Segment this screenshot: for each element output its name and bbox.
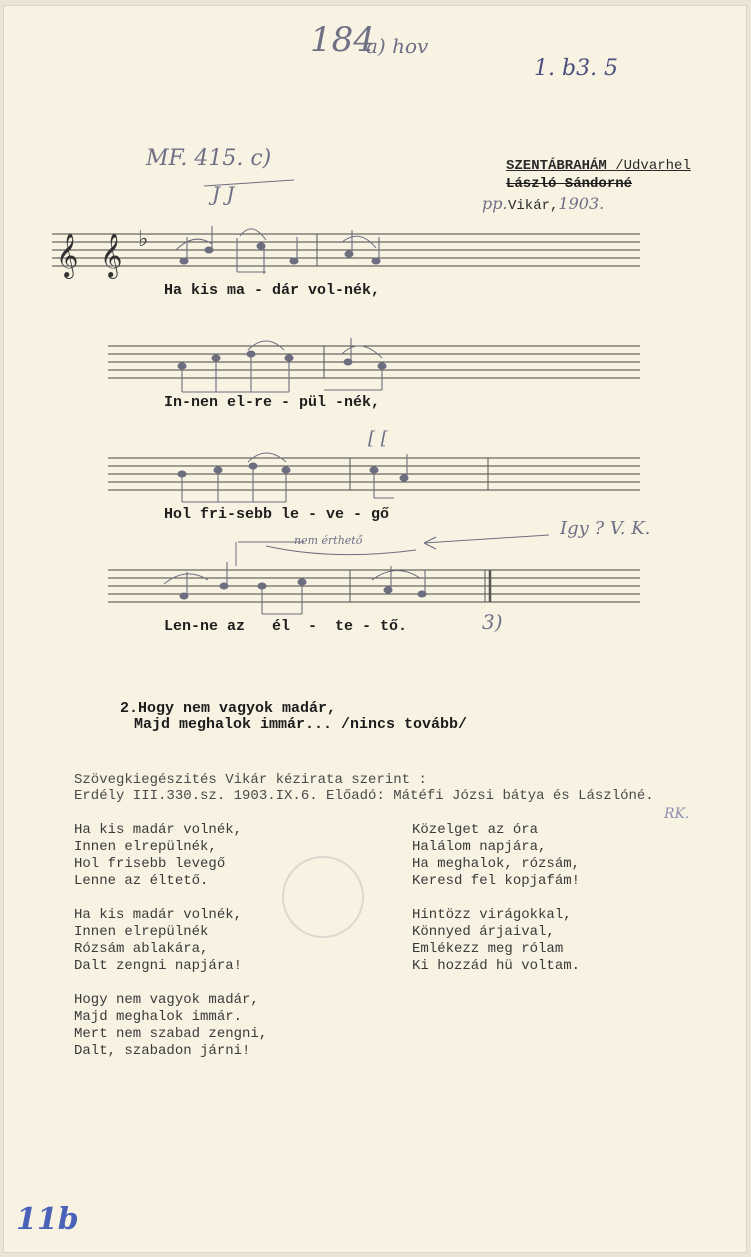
left_column-line: Lenne az éltető.	[74, 873, 209, 889]
handwritten-pp-mark: pp.	[482, 194, 508, 213]
left_column-line: Ha kis madár volnék,	[74, 907, 243, 923]
handwritten-folio-number: 11b	[16, 1202, 79, 1237]
supplement-right-column	[412, 822, 580, 975]
right_column-line: Hintözz virágokkal,	[412, 907, 572, 923]
svg-text:♭: ♭	[138, 227, 149, 252]
svg-text:𝄞: 𝄞	[100, 233, 123, 277]
left_column-line: Innen elrepülnék,	[74, 839, 217, 855]
region-name: /Udvarhel	[606, 158, 691, 174]
supplement-left-column	[74, 822, 267, 1060]
right_column-line: Könnyed árjaival,	[412, 924, 555, 940]
left_column-line: Dalt, szabadon járni!	[74, 1043, 251, 1059]
archive-stamp	[282, 856, 364, 938]
music-notation	[4, 6, 746, 666]
lyrics-line-1: Ha kis ma - dár vol-nék,	[164, 282, 381, 299]
right_column-line: Ki hozzád hü voltam.	[412, 958, 581, 974]
right_column-line: Halálom napjára,	[412, 839, 547, 855]
handwritten-archive-code: 1. b3. 5	[534, 56, 619, 81]
handwritten-cl-mark: [ [	[368, 428, 388, 449]
collector-name: Vikár,	[508, 198, 559, 214]
supplement-source: Erdély III.330.sz. 1903.IX.6. Előadó: Mátéfi Józsi bátya és Lászlóné.	[74, 788, 654, 804]
handwritten-bracket-3: 3)	[482, 610, 503, 634]
handwritten-year: 1903.	[558, 194, 605, 213]
lyrics-line-4: Len-ne az él - te - tő.	[164, 618, 408, 635]
handwritten-mf-code: MF. 415. c)	[146, 146, 272, 171]
right_column-line: Emlékezz meg rólam	[412, 941, 564, 957]
handwritten-nem-ertheto: nem érthető	[294, 534, 363, 547]
handwritten-rk-mark: RK.	[664, 806, 690, 822]
handwritten-rhythm-mark: J J	[212, 182, 235, 206]
verse2-line-2: Majd meghalok immár... /nincs tovább/	[134, 716, 468, 733]
svg-text:𝄞: 𝄞	[56, 233, 79, 277]
handwritten-catalog-suffix: a) hov	[366, 34, 429, 58]
handwritten-marginal-ref: Igy ? V. K.	[560, 518, 651, 539]
left_column-line: Mert nem szabad zengni,	[74, 1026, 268, 1042]
left_column-line: Hogy nem vagyok madár,	[74, 992, 259, 1008]
left_column-line: Innen elrepülnék	[74, 924, 209, 940]
right_column-line: Keresd fel kopjafám!	[412, 873, 581, 889]
left_column-line: Hol frisebb levegő	[74, 856, 226, 872]
header-singer: László Sándorné	[506, 176, 633, 192]
document-page	[4, 6, 746, 1252]
handwritten-catalog-number: 184	[310, 20, 375, 60]
verse2-line-1: 2.Hogy nem vagyok madár,	[120, 700, 337, 717]
lyrics-line-2: In-nen el-re - pül -nék,	[164, 394, 381, 411]
left_column-line	[74, 975, 267, 992]
right_column-line: Közelget az óra	[412, 822, 539, 838]
supplement-heading: Szövegkiegészités Vikár kézirata szerint :	[74, 772, 427, 788]
lyrics-line-3: Hol fri-sebb le - ve - gő	[164, 506, 390, 523]
right_column-line	[412, 890, 580, 907]
place-name: SZENTÁBRAHÁM	[506, 158, 607, 174]
left_column-line: Ha kis madár volnék,	[74, 822, 243, 838]
right_column-line: Ha meghalok, rózsám,	[412, 856, 581, 872]
left_column-line: Rózsám ablakára,	[74, 941, 209, 957]
left_column-line	[74, 890, 267, 907]
left_column-line: Majd meghalok immár.	[74, 1009, 243, 1025]
left_column-line: Dalt zengni napjára!	[74, 958, 243, 974]
